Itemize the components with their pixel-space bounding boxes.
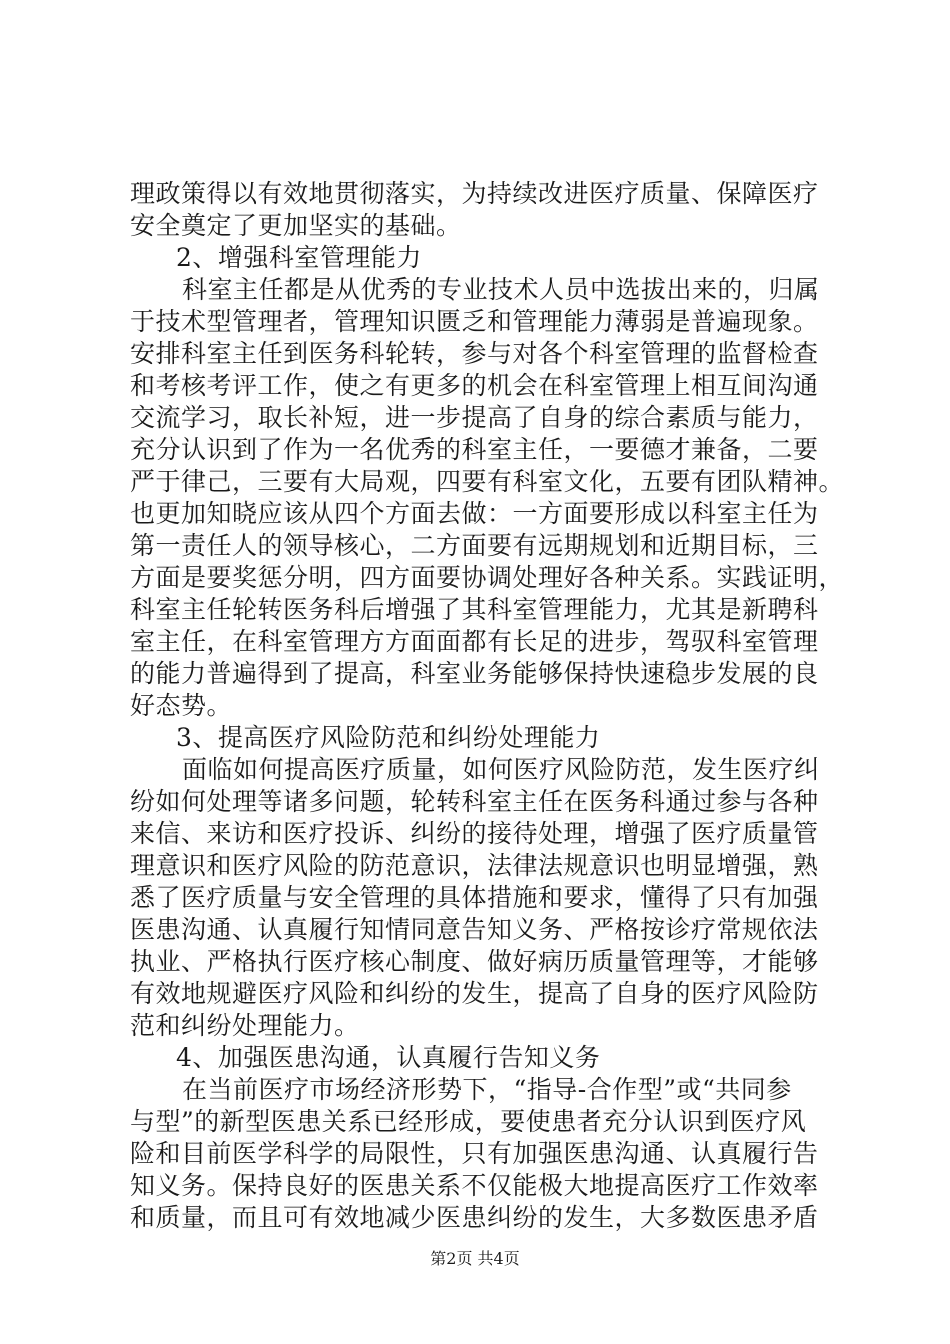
text-line: 理意识和医疗风险的防范意识，法律法规意识也明显增强，熟 [130, 851, 819, 880]
text-line: 于技术型管理者，管理知识匮乏和管理能力薄弱是普遍现象。 [130, 307, 819, 336]
text-line: 方面是要奖惩分明，四方面要协调处理好各种关系。实践证明， [130, 563, 845, 592]
text-line: 充分认识到了作为一名优秀的科室主任，一要德才兼备，二要 [130, 435, 819, 464]
text-line: 科室主任轮转医务科后增强了其科室管理能力，尤其是新聘科 [130, 595, 819, 624]
text-line: 理政策得以有效地贯彻落实，为持续改进医疗质量、保障医疗 [130, 179, 819, 208]
text-line: 纷如何处理等诸多问题，轮转科室主任在医务科通过参与各种 [130, 787, 819, 816]
text-line: 知义务。保持良好的医患关系不仅能极大地提高医疗工作效率 [130, 1171, 819, 1200]
section-heading: 3、提高医疗风险防范和纠纷处理能力 [176, 723, 601, 752]
text-line: 安全奠定了更加坚实的基础。 [130, 211, 462, 240]
text-line: 范和纠纷处理能力。 [130, 1011, 360, 1040]
text-line: 好态势。 [130, 691, 233, 720]
text-line: 安排科室主任到医务科轮转，参与对各个科室管理的监督检查 [130, 339, 819, 368]
text-line: 险和目前医学科学的局限性，只有加强医患沟通、认真履行告 [130, 1139, 819, 1168]
section-heading: 2、增强科室管理能力 [176, 243, 422, 272]
text-line: 科室主任都是从优秀的专业技术人员中选拔出来的，归属 [182, 275, 820, 304]
text-line: 也更加知晓应该从四个方面去做：一方面要形成以科室主任为 [130, 499, 819, 528]
text-line: 严于律己，三要有大局观，四要有科室文化，五要有团队精神。 [130, 467, 845, 496]
text-line: 有效地规避医疗风险和纠纷的发生，提高了自身的医疗风险防 [130, 979, 819, 1008]
text-line: 悉了医疗质量与安全管理的具体措施和要求，懂得了只有加强 [130, 883, 819, 912]
text-line: 执业、严格执行医疗核心制度、做好病历质量管理等，才能够 [130, 947, 819, 976]
document-body [130, 178, 845, 1234]
text-line: 和质量，而且可有效地减少医患纠纷的发生，大多数医患矛盾 [130, 1203, 819, 1232]
page-number: 第2页 共4页 [430, 1249, 520, 1268]
text-line: 来信、来访和医疗投诉、纠纷的接待处理，增强了医疗质量管 [130, 819, 819, 848]
text-line: 的能力普遍得到了提高，科室业务能够保持快速稳步发展的良 [130, 659, 819, 688]
section-heading: 4、加强医患沟通，认真履行告知义务 [176, 1043, 601, 1072]
text-line: 在当前医疗市场经济形势下，“指导-合作型”或“共同参 [182, 1075, 792, 1104]
text-line: 第一责任人的领导核心，二方面要有远期规划和近期目标，三 [130, 531, 819, 560]
text-line: 交流学习，取长补短，进一步提高了自身的综合素质与能力， [130, 403, 819, 432]
text-line: 面临如何提高医疗质量，如何医疗风险防范，发生医疗纠 [182, 755, 820, 784]
text-line: 和考核考评工作，使之有更多的机会在科室管理上相互间沟通 [130, 371, 819, 400]
text-line: 与型”的新型医患关系已经形成，要使患者充分认识到医疗风 [130, 1107, 807, 1136]
text-line: 室主任，在科室管理方方面面都有长足的进步，驾驭科室管理 [130, 627, 819, 656]
text-line: 医患沟通、认真履行知情同意告知义务、严格按诊疗常规依法 [130, 915, 819, 944]
